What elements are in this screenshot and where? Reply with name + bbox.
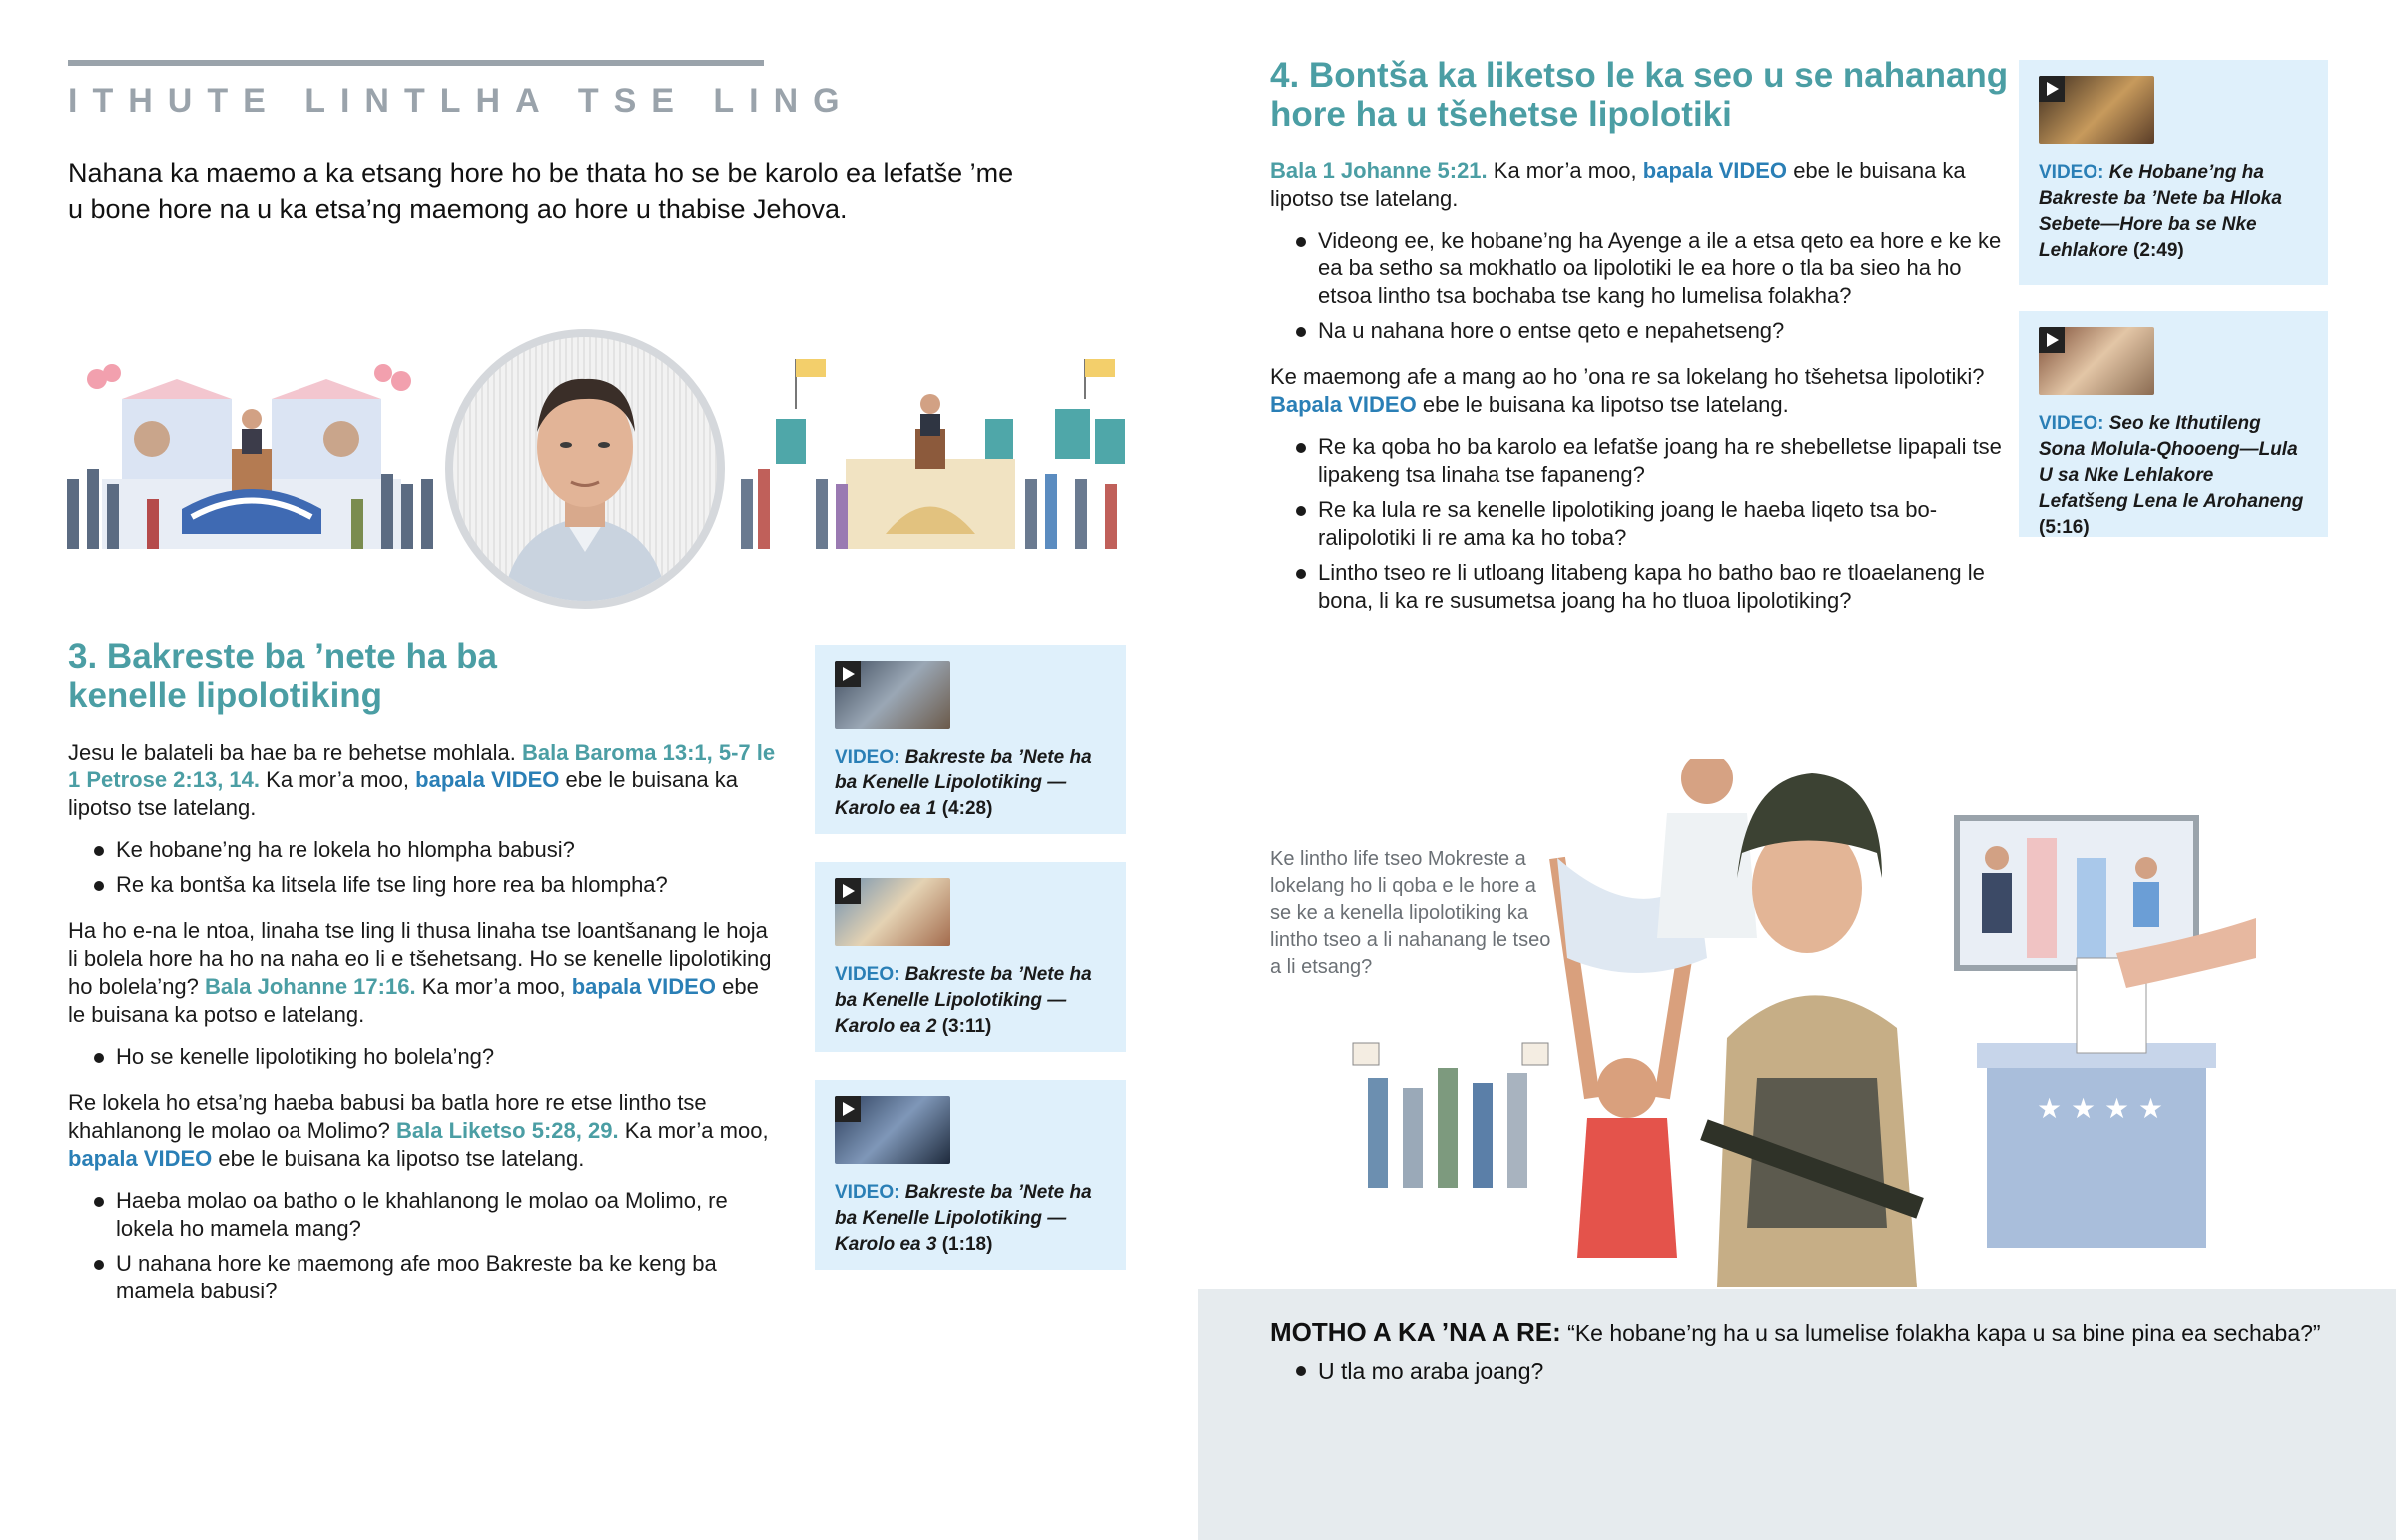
political-rally-left-illustration (62, 359, 441, 569)
conversation-panel (1198, 1289, 2396, 1540)
question-item: Lintho tseo re li utloang litabeng kapa ho batho bao re tloaelaneng le bona, li ka re susumetsa joang ha ho tluoa lipolotiking? (1270, 559, 2021, 615)
video-box-5[interactable] (2019, 311, 2328, 537)
video-thumbnail[interactable] (2039, 327, 2154, 395)
question-item: Ho se kenelle lipolotiking ho bolela’ng? (68, 1043, 782, 1071)
video-box-4[interactable] (2019, 60, 2328, 285)
video-box-2[interactable] (815, 862, 1126, 1052)
video-box-1[interactable] (815, 645, 1126, 834)
question-list (1270, 227, 2021, 345)
video-caption: VIDEO: Bakreste ba ’Nete ha ba Kenelle Lipolotiking —Karolo ea 2 (3:11) (835, 964, 1092, 1037)
play-icon[interactable] (2039, 76, 2065, 102)
question-list (1270, 433, 2021, 615)
neutrality-scenes-illustration (1338, 759, 2316, 1287)
video-box-3[interactable] (815, 1080, 1126, 1270)
question-item: U tla mo araba joang? (1270, 1356, 2321, 1386)
video-thumbnail[interactable] (835, 661, 950, 729)
play-icon[interactable] (2039, 327, 2065, 353)
section-3-paragraph-2: Ha ho e-na le ntoa, linaha tse ling li thusa linaha tse loantšanang le hoja li bolela hore ha ho na naha eo li e tšehetsang. Ho se kenelle lipolotiking ho bolela’ng? Bala Johanne 17:16. Ka mor’a moo, bapala VIDEO ebe le buisana ka potso e latelang. (68, 918, 772, 1027)
question-list (68, 1187, 782, 1305)
section-3-paragraph-3: Re lokela ho etsa’ng haeba babusi ba batla hore re etse lintho tse khahlanong le molao oa Molimo? Bala Liketso 5:28, 29. Ka mor’a moo, bapala VIDEO ebe le buisana ka lipotso tse latelang. (68, 1090, 769, 1171)
video-caption: VIDEO: Ke Hobane’ng ha Bakreste ba ’Nete ba Hloka Sebete—Hore ba se Nke Lehlakore (2:49) (2039, 162, 2282, 260)
play-video-link[interactable]: bapala VIDEO (1642, 158, 1788, 183)
section-4-paragraph-1: Bala 1 Johanne 5:21. Ka mor’a moo, bapala VIDEO ebe le buisana ka lipotso tse latelang. (1270, 158, 1966, 211)
play-icon[interactable] (835, 661, 861, 687)
eyebrow-heading: ITHUTE LINTLHA TSE LING (68, 82, 855, 120)
play-video-link[interactable]: bapala VIDEO (415, 768, 560, 792)
scripture-reference-link[interactable]: Bala Johanne 17:16. (205, 974, 416, 999)
video-caption: VIDEO: Bakreste ba ’Nete ha ba Kenelle Lipolotiking —Karolo ea 1 (4:28) (835, 747, 1092, 819)
section-4-paragraph-2: Ke maemong afe a mang ao ho ’ona re sa lokelang ho tšehetsa lipolotiki? Bapala VIDEO ebe le buisana ka lipotso tse latelang. (1270, 364, 1985, 417)
video-thumbnail[interactable] (835, 1096, 950, 1164)
svg-text:★ ★ ★ ★: ★ ★ ★ ★ (2037, 1092, 2164, 1125)
question-item: Ke hobane’ng ha re lokela ho hlompha babusi? (68, 836, 782, 864)
play-video-link[interactable]: bapala VIDEO (68, 1146, 213, 1171)
video-caption: VIDEO: Bakreste ba ’Nete ha ba Kenelle Lipolotiking —Karolo ea 3 (1:18) (835, 1182, 1092, 1255)
question-item: Haeba molao oa batho o le khahlanong le molao oa Molimo, re lokela ho mamela mang? (68, 1187, 782, 1243)
section-3-body (68, 739, 782, 1323)
question-item: Na u nahana hore o entse qeto e nepahetseng? (1270, 317, 2021, 345)
scripture-reference-link[interactable]: Bala Liketso 5:28, 29. (396, 1118, 619, 1143)
section-4-heading (1270, 56, 2019, 134)
question-list (68, 836, 782, 899)
section-3-title-line-2: kenelle lipolotiking (68, 676, 383, 715)
section-4-body (1270, 157, 2021, 633)
political-rally-right-illustration (736, 359, 1145, 569)
section-4-title-line-2: hore ha u tšehetse lipolotiki (1270, 95, 1732, 134)
play-video-link[interactable]: bapala VIDEO (571, 974, 716, 999)
politician-face-illustration (453, 337, 717, 601)
scripture-reference-link[interactable]: Bala Baroma 13:1, 5-7 le 1 Petrose 2:13, 14. (68, 740, 776, 792)
play-video-link[interactable]: Bapala VIDEO (1270, 392, 1417, 417)
panel-quote: “Ke hobane’ng ha u sa lumelise folakha kapa u sa bine pina ea sechaba?” (1567, 1320, 2321, 1346)
section-4-title-line-1: 4. Bontša ka liketso le ka seo u se nahanang (1270, 56, 2009, 95)
panel-quote-line (1270, 1317, 2321, 1348)
video-caption: VIDEO: Seo ke Ithutileng Sona Molula-Qhooeng—Lula U sa Nke Lehlakore Lefatšeng Lena le Arohaneng (5:16) (2039, 413, 2304, 538)
candidate-portrait (445, 329, 725, 609)
question-item: Videong ee, ke hobane’ng ha Ayenge a ile a etsa qeto ea hore e ke ke ea ba setho sa mokhatlo oa lipolotiki le ea hore o tla ba sieo ha ho etsoa lintho tsa bochaba tse kang ho lumelisa folakha? (1270, 227, 2021, 310)
question-item: Re ka lula re sa kenelle lipolotiking joang le haeba liqeto tsa bo-ralipolotiki li re ama ka ho toba? (1270, 496, 2021, 552)
top-rule-divider (68, 60, 764, 66)
video-thumbnail[interactable] (2039, 76, 2154, 144)
question-item: Re ka qoba ho ba karolo ea lefatše joang ha re shebelletse lipapali tse lipakeng tsa linaha tse fapaneng? (1270, 433, 2021, 489)
illustration-caption: Ke lintho life tseo Mokreste a lokelang ho li qoba e le hore a se ke a kenella lipolotiking ka lintho tseo a li nahanang le tseo a li etsang? (1270, 848, 1551, 978)
question-item: U nahana hore ke maemong afe moo Bakreste ba ke keng ba mamela babusi? (68, 1250, 782, 1305)
panel-lead: MOTHO A KA ’NA A RE: (1270, 1317, 1561, 1347)
section-3-heading (68, 637, 497, 715)
scripture-reference-link[interactable]: Bala 1 Johanne 5:21. (1270, 158, 1488, 183)
hero-illustration (62, 329, 1150, 609)
intro-paragraph: Nahana ka maemo a ka etsang hore ho be thata ho se be karolo ea lefatše ’me u bone hore na u ka etsa’ng maemong ao hore u thabise Jehova. (68, 158, 1014, 224)
section-3-paragraph-1: Jesu le balateli ba hae ba re behetse mohlala. Bala Baroma 13:1, 5-7 le 1 Petrose 2:13, 14. Ka mor’a moo, bapala VIDEO ebe le buisana ka lipotso tse latelang. (68, 740, 776, 820)
play-icon[interactable] (835, 1096, 861, 1122)
panel-question-list (1270, 1356, 2321, 1386)
section-3-title-line-1: 3. Bakreste ba ’nete ha ba (68, 637, 497, 676)
protesters-figure-group (1353, 1043, 1548, 1188)
play-icon[interactable] (835, 878, 861, 904)
question-item: Re ka bontša ka litsela life tse ling hore rea ba hlompha? (68, 871, 782, 899)
video-thumbnail[interactable] (835, 878, 950, 946)
question-list (68, 1043, 782, 1071)
panel-content (1270, 1317, 2321, 1404)
